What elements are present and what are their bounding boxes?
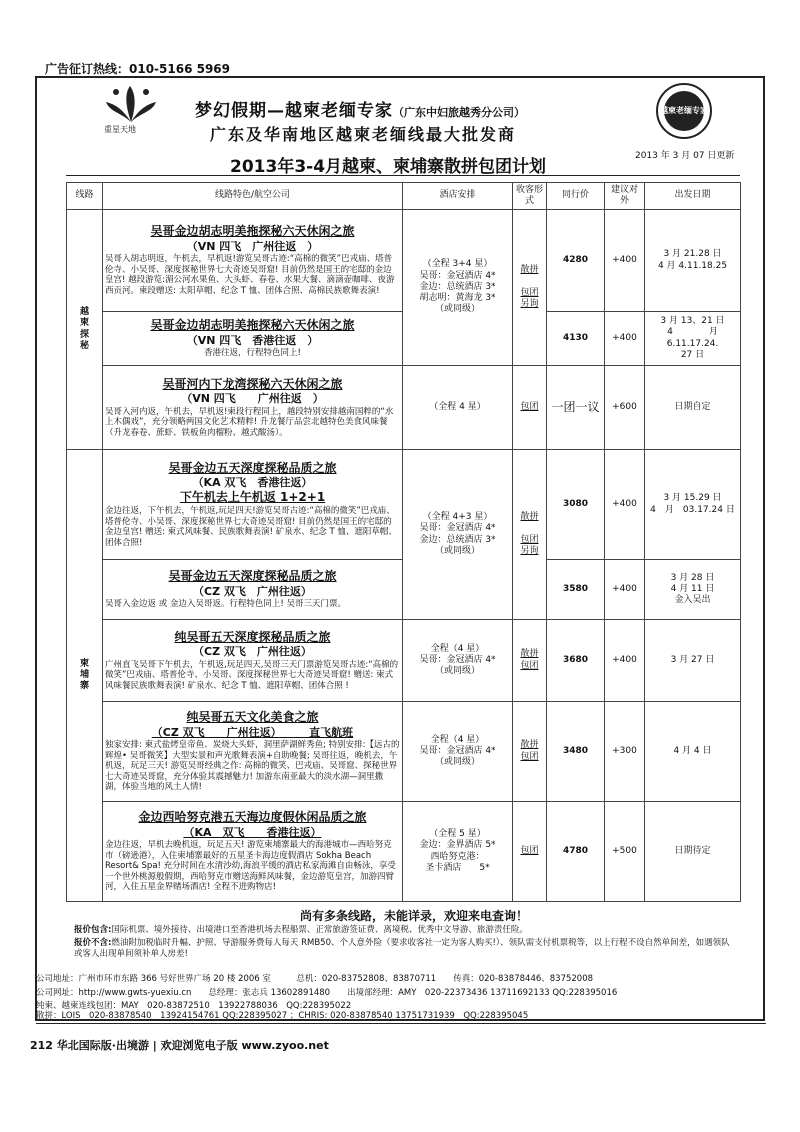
- fee-excluded: [74, 938, 734, 960]
- contact-address: 公司地址：广州市环市东路 366 号好世界广场 20 楼 2006 室 总机：020-83752808、83870711 传真：020-83878446、83752008: [36, 974, 594, 984]
- company-name: [195, 96, 525, 121]
- dates-cell: 3 月 27 日: [645, 620, 741, 702]
- plan-title: 2013年3-4月越柬、柬埔寨散拼包团计划: [230, 157, 547, 177]
- fee-included-text: 国际机票、境外接待、出境港口至香港机场去程船票、正常旅游签证费、离境税、优秀中文导游、旅游责任险。: [111, 925, 528, 935]
- date-line: 3 月 13、21 日: [660, 316, 725, 326]
- page-footer: 212 华北国际版·出境游 | 欢迎浏览电子版 www.zyoo.net: [30, 1039, 329, 1052]
- contact-website: 公司网址：http://www.gwts-yuexiu.cn 总经理：张志兵 13602891480 出境部经理：AMY 020-22373436 13711692133 QQ:228395016: [36, 988, 618, 998]
- tour-table: [66, 182, 741, 902]
- form-cell: [513, 210, 547, 366]
- date-line: 3 月 15.29 日: [663, 493, 722, 504]
- col-header: 酒店安排: [403, 183, 513, 210]
- table-row: [67, 620, 741, 702]
- hotel-line: 全程（4 星）: [430, 734, 485, 745]
- form-line: 另询: [520, 545, 539, 556]
- hotel-cell: [403, 450, 513, 620]
- price: 3080: [547, 450, 605, 560]
- date-line: 4 月 4.11.18.25: [657, 260, 728, 271]
- price: 一团一议: [547, 366, 605, 450]
- dates-cell: 4 月 4 日: [645, 702, 741, 802]
- price: 4280: [547, 210, 605, 312]
- contact-group: 纯柬、越柬连线包团：MAY 020-83872510 13922788036 QQ:228395022: [36, 1001, 352, 1011]
- date-line: 4 月: [667, 327, 718, 338]
- hotel-cell: （全程 4 星）: [403, 366, 513, 450]
- hotel-line: 圣卡酒店 5*: [425, 862, 490, 873]
- hotel-line: （或同级）: [434, 304, 480, 315]
- route-title: 吴哥金边五天深度探秘品质之旅: [168, 569, 337, 584]
- route-sub: （CZ 双飞 广州往返） 直飞航班: [151, 725, 354, 739]
- hotel-line: （全程 3+4 星）: [422, 259, 493, 270]
- fee-included: [74, 925, 734, 936]
- hotel-line: （或同级）: [434, 545, 480, 556]
- route-desc: 吴哥入胡志明返，午机去，早机返!游览吴哥古迹:“高棉的微笑”巴戎庙、塔普伦寺、小吴哥、深度探秘世界七大奇迹吴哥窟! 目前仍然是国王的宅邸的金边皇宫! 越段游览:湄公河水果鱼、大头虾、春卷、水果大餐、滴滴壶咖啡、夜游西贡河。柬段赠送: 太阳草帽、纪念 T 恤、团体合照、高棉民族歌舞表演!: [105, 254, 395, 297]
- form-line: 包团: [520, 534, 539, 545]
- form-line: 散拼: [520, 512, 539, 522]
- hotel-line: 西哈努克港：: [430, 851, 485, 862]
- price: 3580: [547, 560, 605, 620]
- route-cell: [103, 210, 403, 312]
- adult-price: +500: [605, 802, 645, 902]
- hotel-cell: [403, 620, 513, 702]
- date-line: 27 日: [680, 349, 705, 360]
- route-title: 吴哥金边五天深度探秘品质之旅: [168, 460, 337, 475]
- col-header: 收客形式: [513, 183, 547, 210]
- form-cell: [513, 620, 547, 702]
- adult-price: +600: [605, 366, 645, 450]
- hotel-line: 金边：总统酒店 3*: [419, 281, 496, 292]
- route-desc: 独家安排: 柬式盐烤皇帝鱼、炭烧大头虾，洞里萨湖鲜秀鱼; 特别安排:【远古的辉煌• 吴哥微笑】大型实景和声光歌舞表演+自助晚餐; 吴哥往返，晚机去，午机返，玩足三天! 游览吴哥经典之作: 高棉的微笑、巴戎庙、吴哥窟、探秘世界七大奇迹吴哥窟，充分体验其震撼魅力! 加游东南亚最大的淡水湖—洞里撒湖，体验当地的风土人情!: [105, 739, 400, 793]
- route-sub2: 下午机去上午机返 1+2+1: [179, 490, 326, 505]
- hotel-line: 吴哥：金冠酒店 4*: [419, 745, 496, 756]
- date-line: 4 月 03.17.24 日: [650, 504, 735, 515]
- form-line: 散拼: [520, 265, 539, 275]
- route-title: 纯吴哥五天深度探秘品质之旅: [174, 629, 331, 644]
- logo-left-text: 重星天地: [104, 125, 136, 134]
- adult-price: +400: [605, 312, 645, 366]
- dates-cell: [645, 450, 741, 560]
- route-sub: （KA 双飞 香港往返）: [192, 476, 313, 490]
- table-header-row: [67, 183, 741, 210]
- route-desc: 金边往返，下午机去，午机返,玩足四天!游览吴哥古迹:“高棉的微笑”巴戎庙、塔普伦寺、小吴哥、深度探秘世界七大奇迹吴哥窟! 目前仍然是国王的宅邸的金边皇宫! 赠送: 柬式风味餐、民族歌舞表演! 矿泉水、纪念 T 恤、遮阳草帽、团体合照!: [105, 505, 397, 548]
- price: 4130: [547, 312, 605, 366]
- route-sub: （VN 四飞 广州往返 ）: [181, 392, 324, 406]
- hotel-cell: [403, 702, 513, 802]
- form-line: 散拼: [520, 649, 539, 660]
- table-row: [67, 702, 741, 802]
- date-line: 6.11.17.24.: [666, 338, 719, 349]
- ad-hotline: 广告征订热线：010-5166 5969: [45, 62, 231, 76]
- adult-price: +400: [605, 210, 645, 312]
- fee-included-label: 报价包含:: [74, 925, 112, 935]
- route-title: 吴哥金边胡志明美拖探秘六天休闲之旅: [150, 224, 355, 239]
- col-header: 线路特色/航空公司: [103, 183, 403, 210]
- route-desc: 金边往返，早机去晚机返，玩足五天! 游览柬埔寨最大的海港城市—西哈努克市（磅逊港），入住柬埔寨最好的五星圣卡海边度假酒店 Sokha Beach Resort& Spa! 充分时间在水清沙幼,海浪平缓的酒店私家海滩自由畅泳，享受一个世外桃源般假期，西哈努克市赠送海鲜风味餐，金边游览皇宫，加游四臂河，入住五星金界赌场酒店! 全程不进购物店!: [105, 839, 396, 893]
- adult-price: +400: [605, 620, 645, 702]
- more-lines-notice: 尚有多条线路，未能详录，欢迎来电查询！: [300, 909, 529, 923]
- col-header: 线路: [67, 183, 103, 210]
- hotel-line: （或同级）: [434, 666, 480, 677]
- col-header: 同行价: [547, 183, 605, 210]
- hotel-cell: [403, 802, 513, 902]
- hotel-line: 吴哥：金冠酒店 4*: [419, 270, 496, 281]
- adult-price: +300: [605, 702, 645, 802]
- date-line: 金入吴出: [674, 595, 711, 606]
- flower-logo-icon: [100, 82, 162, 128]
- hotel-line: 全程（4 星）: [430, 643, 485, 654]
- price: 3480: [547, 702, 605, 802]
- route-sub: （KA 双飞 香港往返）: [183, 825, 322, 839]
- price: 3680: [547, 620, 605, 702]
- table-row: [67, 210, 741, 312]
- update-date: 2013 年 3 月 07 日更新: [635, 151, 735, 161]
- route-sub: （CZ 双飞 广州往返）: [193, 584, 312, 598]
- route-title: 金边西哈努克港五天海边度假休闲品质之旅: [138, 809, 367, 824]
- hotel-line: 金边：金界酒店 5*: [419, 840, 496, 851]
- route-cell: [103, 620, 403, 702]
- route-desc: 吴哥入金边返 或 金边入吴哥返。行程特色同上! 吴哥三天门票。: [105, 599, 347, 610]
- route-title: 纯吴哥五天文化美食之旅: [186, 709, 319, 724]
- form-cell: 包团: [513, 366, 547, 450]
- route-cell: [103, 312, 403, 366]
- region-cambodia: 柬埔寨: [67, 450, 103, 902]
- route-cell: [103, 702, 403, 802]
- hotel-line: 胡志明：黄海龙 3*: [419, 293, 496, 304]
- table-row: [67, 802, 741, 902]
- adult-price: +400: [605, 560, 645, 620]
- route-desc: 香港往返，行程特色同上!: [204, 348, 301, 359]
- form-line: 包团: [520, 287, 539, 298]
- date-line: 3 月 21.28 日: [663, 249, 722, 260]
- date-line: 4 月 11 日: [670, 583, 715, 594]
- hotel-line: （全程 5 星）: [429, 829, 486, 839]
- route-cell: [103, 366, 403, 450]
- contact-divider: [36, 1023, 766, 1024]
- hotel-line: 金边：总统酒店 3*: [419, 534, 496, 545]
- form-line: 包团: [520, 751, 539, 762]
- tagline: 广东及华南地区越柬老缅线最大批发商: [210, 125, 517, 144]
- fee-excluded-label: 报价不含:: [74, 938, 112, 948]
- route-sub: （VN 四飞 广州往返 ）: [186, 239, 319, 253]
- dates-cell: [645, 560, 741, 620]
- form-cell: 包团: [513, 802, 547, 902]
- route-desc: 吴哥入河内返，午机去，早机返!柬段行程同上，越段特别安排越南国粹的“水上木偶戏”，充分领略两国文化艺术精粹! 升龙餐厅品尝北越特色美食风味餐（升龙春卷、蔗虾、铁板鱼肉榴粉、越式酸汤）。: [105, 406, 394, 438]
- form-line: 散拼: [520, 740, 539, 751]
- hotel-line: （全程 4+3 星）: [422, 512, 493, 522]
- col-header: 出发日期: [645, 183, 741, 210]
- dates-cell: [645, 312, 741, 366]
- contact-fit: 散拼：LOIS 020-83878540 13924154761 QQ:228395027 ；CHRIS: 020-83878540 13751731939 QQ:228395045: [36, 1011, 529, 1021]
- hotel-line: 吴哥：金冠酒店 4*: [419, 523, 496, 534]
- form-line: 另询: [520, 298, 539, 309]
- title-divider: [66, 175, 740, 176]
- route-sub: （VN 四飞 香港往返 ）: [186, 333, 319, 347]
- route-title: 吴哥金边胡志明美拖探秘六天休闲之旅: [150, 318, 355, 333]
- date-line: 3 月 28 日: [670, 572, 715, 583]
- dates-cell: 日期待定: [645, 802, 741, 902]
- table-row: [67, 366, 741, 450]
- seal-logo-text: 越柬老缅专家: [660, 106, 708, 115]
- route-cell: [103, 450, 403, 560]
- col-header: 建议对外: [605, 183, 645, 210]
- route-sub: （CZ 双飞 广州往返）: [193, 645, 312, 659]
- dates-cell: 日期自定: [645, 366, 741, 450]
- price: 4780: [547, 802, 605, 902]
- route-desc: 广州直飞吴哥下午机去，午机返,玩足四天,吴哥三天门票游览吴哥古迹:“高棉的微笑”巴戎庙、塔普伦寺、小吴哥、深度探秘世界七大奇迹吴哥窟! 赠送: 柬式风味餐民族歌舞表演! 矿泉水、纪念 T 恤、遮阳草帽、团体合照 !: [105, 659, 399, 691]
- fee-excluded-text: 燃油附加税临时升幅、护照、导游服务费每人每天 RMB50、个人意外险（要求收客社一定为客人购买!）、领队需支付机票税等，以上行程不设自然单间差，如遇领队或客人出现单间须补单人房差!: [74, 938, 730, 960]
- adult-price: +400: [605, 450, 645, 560]
- form-cell: [513, 702, 547, 802]
- company-title: 梦幻假期—越柬老缅专家: [195, 101, 393, 121]
- route-cell: [103, 802, 403, 902]
- route-title: 吴哥河内下龙湾探秘六天休闲之旅: [162, 376, 343, 391]
- route-cell: [103, 560, 403, 620]
- table-row: [67, 450, 741, 560]
- company-branch: （广东中妇旅越秀分公司）: [393, 106, 525, 119]
- form-line: 包团: [520, 660, 539, 671]
- dates-cell: [645, 210, 741, 312]
- hotel-line: （或同级）: [434, 757, 480, 768]
- region-vietnam: 越柬探秘: [67, 210, 103, 450]
- hotel-cell: [403, 210, 513, 366]
- form-cell: [513, 450, 547, 620]
- hotel-line: 吴哥：金冠酒店 4*: [419, 654, 496, 665]
